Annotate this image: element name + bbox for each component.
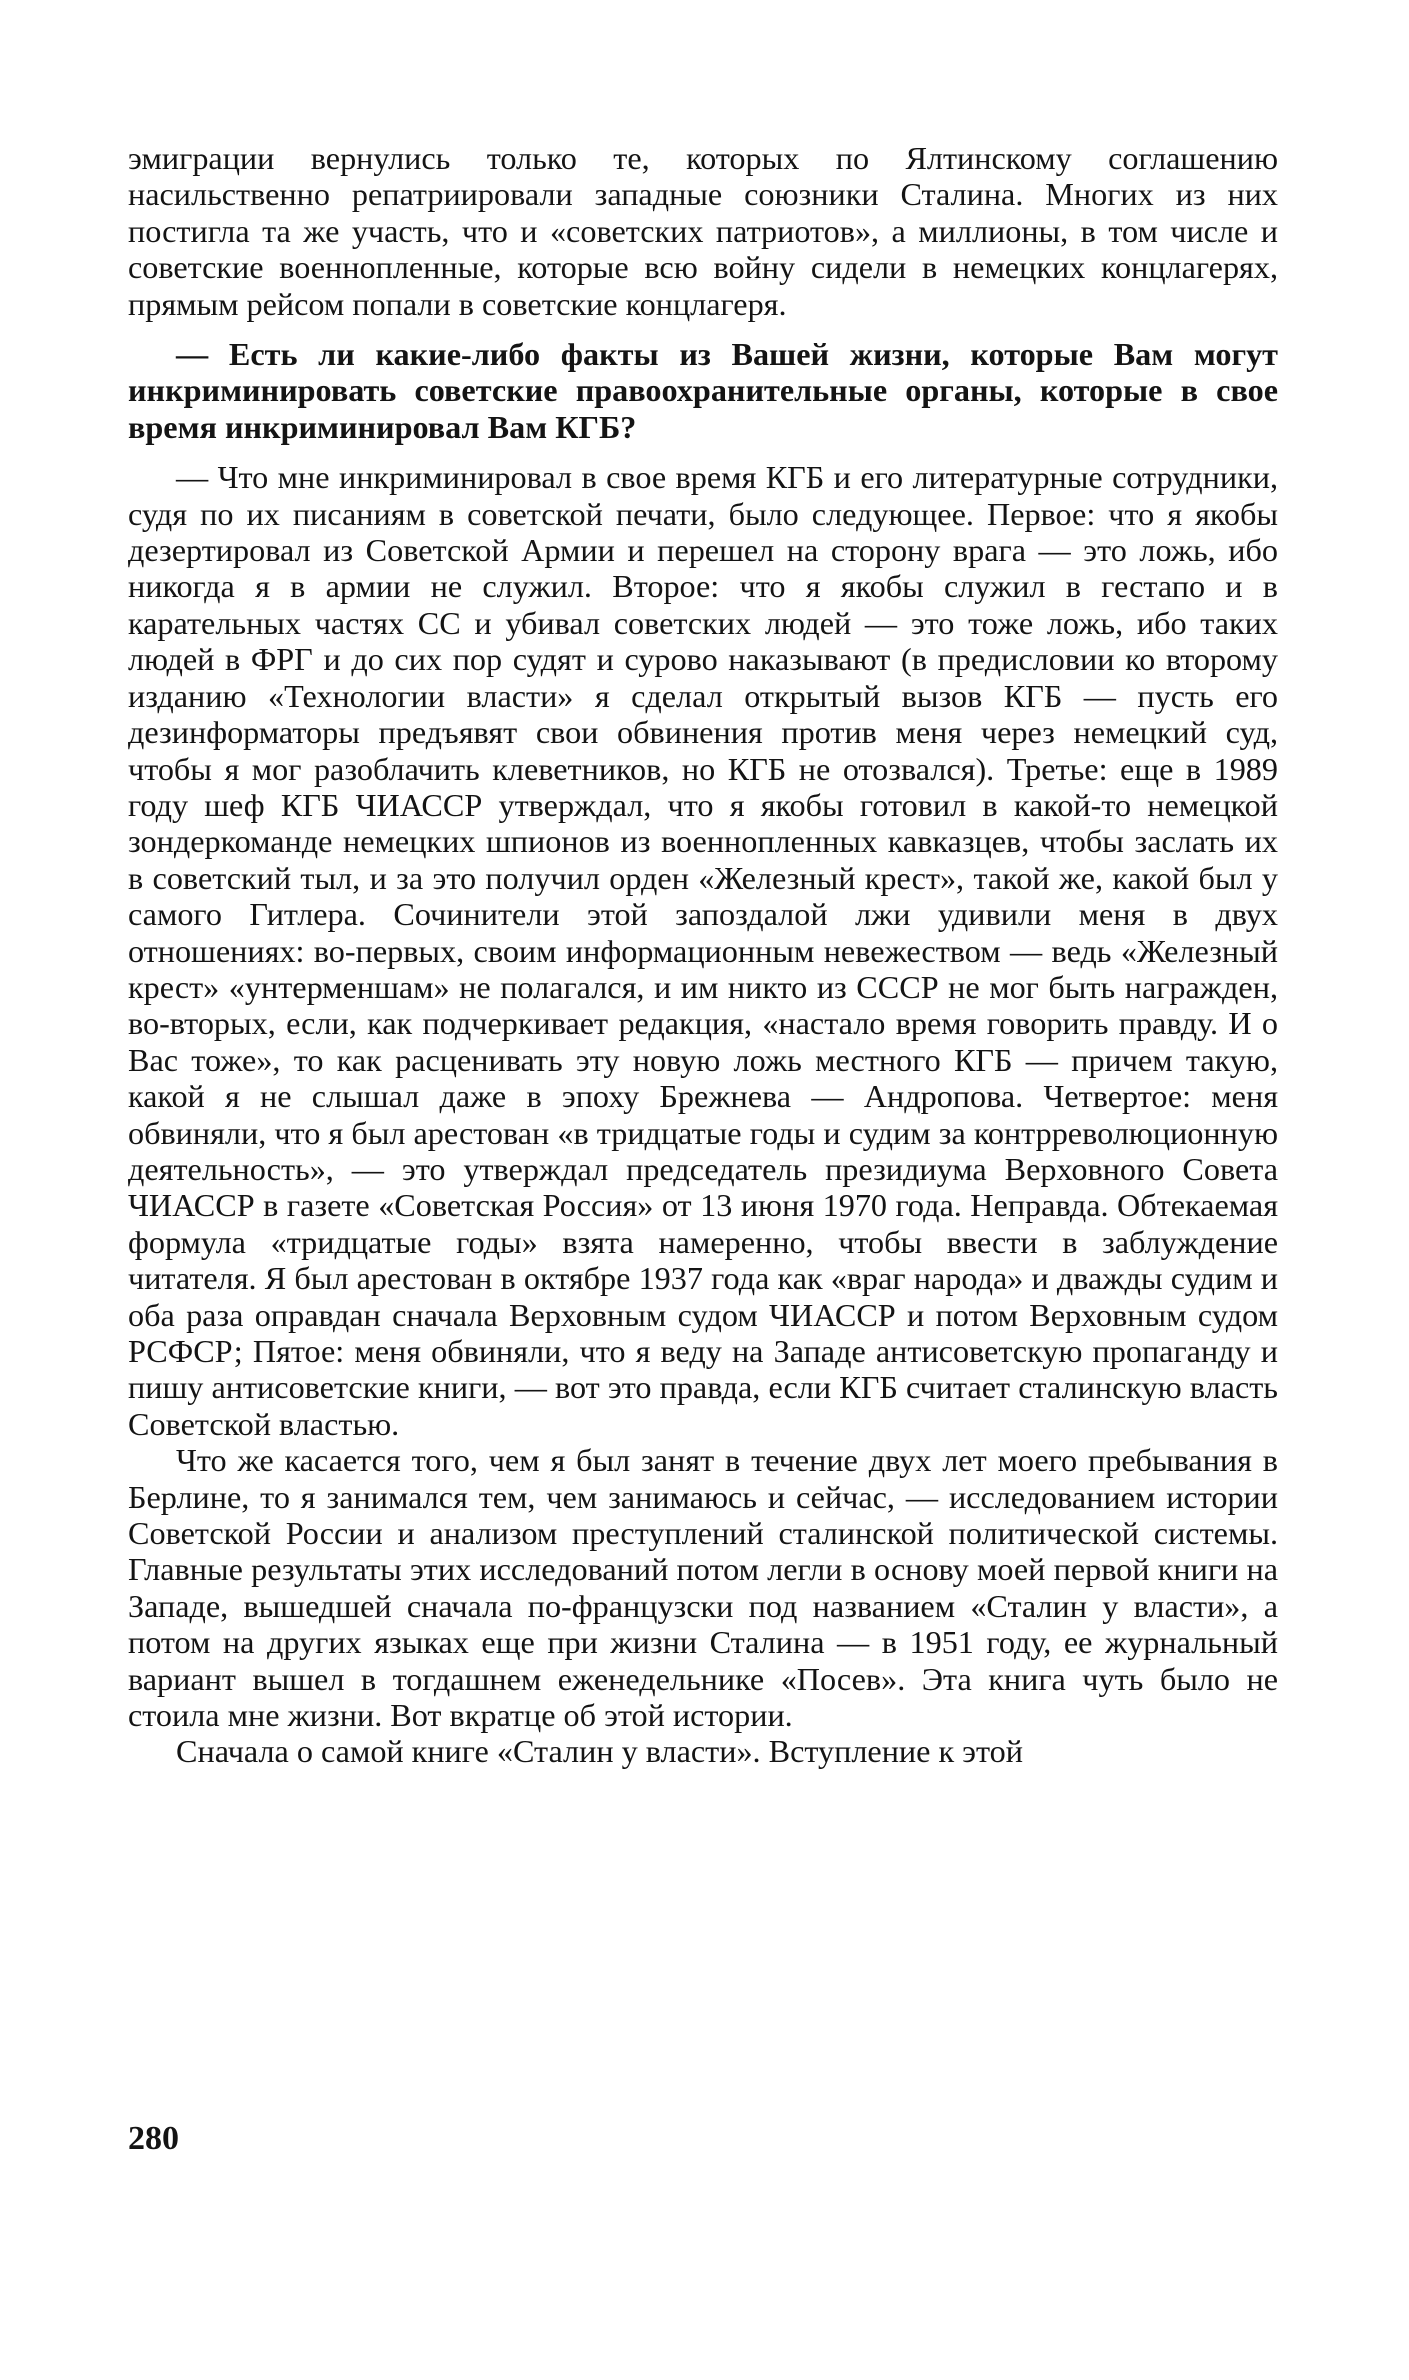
paragraph-5: Сначала о самой книге «Сталин у власти». Вступление к этой [176,1733,1023,1770]
interview-answer: — Что мне инкриминировал в свое время КГБ и его литературные сотрудники, судя по их писаниям в советской печати, было следующее. Первое: что я якобы дезертировал из Советской Армии и перешел на сторону врага — это ложь, ибо никогда я в армии не служил. Второе: что я якобы служил в гестапо и в карательных частях СС и убивал советских людей — это тоже ложь, ибо таких людей в ФРГ и до сих пор судят и сурово наказывают (в предисловии ко второму изданию «Технологии власти» я сделал открытый вызов КГБ — пусть его дезинформаторы предъявят свои обвинения против меня через немецкий суд, чтобы я мог разоблачить клеветников, но КГБ не отозвался). Третье: еще в 1989 году шеф КГБ ЧИАССР утверждал, что я якобы готовил в какой-то немецкой зондеркоманде немецких шпионов из военнопленных кавказцев, чтобы заслать их в советский тыл, и за это получил орден «Железный крест», такой же, какой был у самого Гитлера. Сочинители этой запоздалой лжи удивили меня в двух отношениях: во-первых, своим информационным невежеством — ведь «Железный крест» «унтерменшам» не полагался, и им никто из СССР не мог быть награжден, во-вторых, если, как подчеркивает редакция, «настало время говорить правду. И о Вас тоже», то как расценивать эту новую ложь местного КГБ — причем такую, какой я не слышал даже в эпоху Брежнева — Андропова. Четвертое: меня обвиняли, что я был арестован «в тридцатые годы и судим за контрреволюционную деятельность», — это утверждал председатель президиума Верховного Совета ЧИАССР в газете «Советская Россия» от 13 июня 1970 года. Неправда. Обтекаемая формула «тридцатые годы» взята намеренно, чтобы ввести в заблуждение читателя. Я был арестован в октябре 1937 года как «враг народа» и дважды судим и оба раза оправдан сначала Верховным судом ЧИАССР и потом Верховным судом РСФСР; Пятое: меня обвиняли, что я веду на Западе антисоветскую пропаганду и пишу антисоветские книги, — вот это правда, если КГБ считает сталинскую власть Советской властью. [128,459,1278,1442]
page-body [128,140,1278,1770]
interview-question: — Есть ли какие-либо факты из Вашей жизни, которые Вам могут инкриминировать советские правоохранительные органы, которые в свое время инкриминировал Вам КГБ? [128,336,1278,445]
paragraph-4: Что же касается того, чем я был занят в течение двух лет моего пребывания в Берлине, то я занимался тем, чем занимаюсь и сейчас, — исследованием истории Советской России и анализом преступлений сталинской политической системы. Главные результаты этих исследований потом легли в основу моей первой книги на Западе, вышедшей сначала по-французски под названием «Сталин у власти», а потом на других языках еще при жизни Сталина — в 1951 году, ее журнальный вариант вышел в тогдашнем еженедельнике «Посев». Эта книга чуть было не стоила мне жизни. Вот вкратце об этой истории. [128,1442,1278,1734]
paragraph-1: эмиграции вернулись только те, которых по Ялтинскому соглашению насильственно репатриировали западные союзники Сталина. Многих из них постигла та же участь, что и «советских патриотов», а миллионы, в том числе и советские военнопленные, которые всю войну сидели в немецких концлагерях, прямым рейсом попали в советские концлагеря. [128,140,1278,322]
page-number: 280 [128,2120,179,2157]
